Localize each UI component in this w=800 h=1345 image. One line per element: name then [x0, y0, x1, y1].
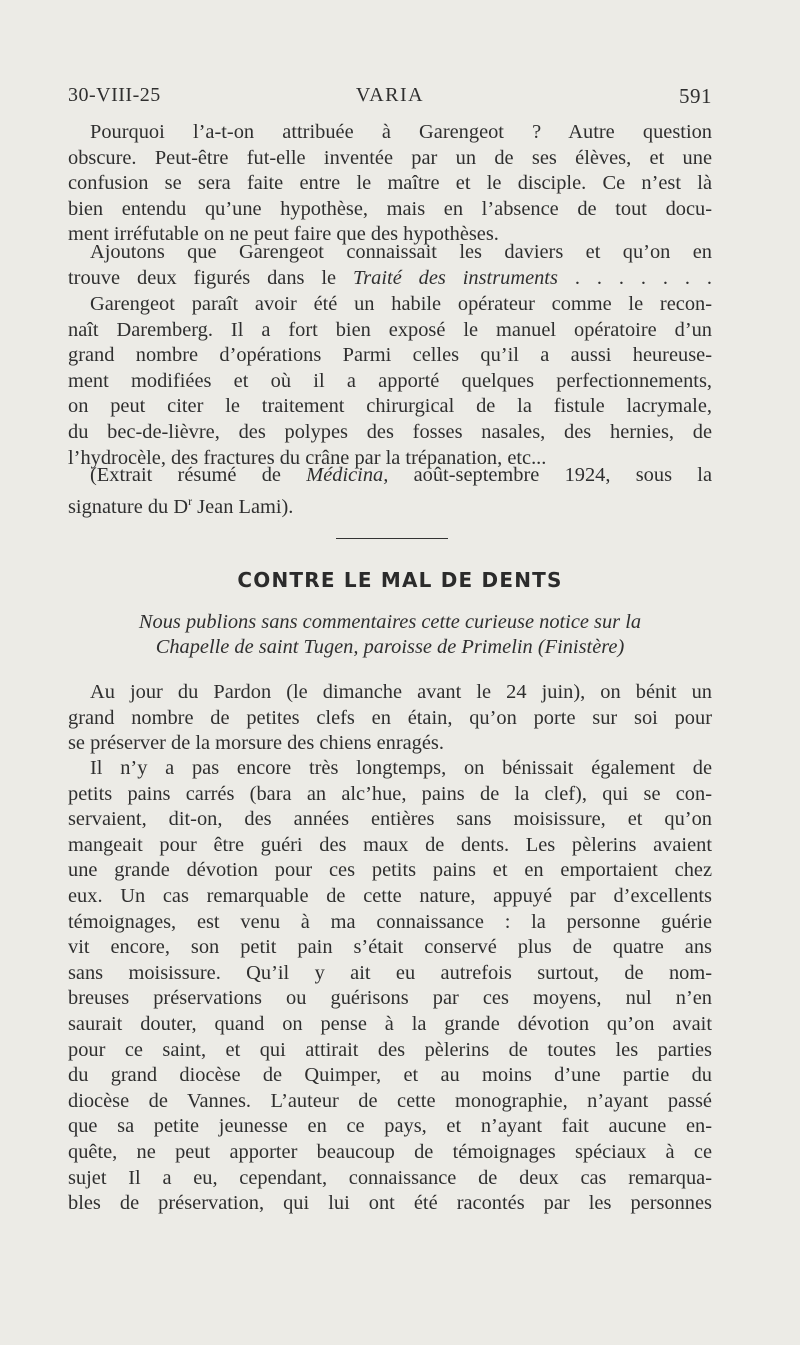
text-line: Pourquoi l’a-t-on attribuée à Garengeot ? Autre question [90, 121, 712, 143]
text-line: petits pains carrés (bara an alc’hue, pains de la clef), qui se con- [68, 782, 712, 805]
running-header [68, 84, 712, 114]
text-line: du grand diocèse de Quimper, et au moins d’une partie du [68, 1064, 712, 1087]
journal-title-italic: Médicina, [306, 464, 389, 486]
text-line: Ajoutons que Garengeot connaissait les daviers et qu’on en [90, 241, 712, 263]
paragraph-source-citation [68, 463, 712, 520]
text-line: quête, ne peut apporter beaucoup de témoignages spéciaux à ce [68, 1140, 712, 1163]
subtitle-line: Nous publions sans commentaires cette curieuse notice sur la [138, 611, 642, 633]
text-line: Au jour du Pardon (le dimanche avant le 24 juin), on bénit un [90, 681, 712, 703]
text-line: pour ce saint, et qui attirait des pèlerins de toutes les parties [68, 1038, 712, 1061]
text-line [68, 489, 712, 520]
header-section: VARIA [355, 84, 425, 106]
text-line: du bec-de-lièvre, des polypes des fosses nasales, des hernies, de [68, 420, 712, 443]
text-line: sujet Il a eu, cependant, connaissance de deux cas remarqua- [68, 1166, 712, 1189]
header-date: 30-VIII-25 [68, 84, 161, 106]
text-line: grand nombre de petites clefs en étain, qu’on porte sur soi pour [68, 706, 712, 729]
section-subtitle [68, 610, 712, 660]
paragraph-garengeot-operator [68, 292, 712, 471]
paragraph-petits-pains [68, 756, 712, 1217]
text-line: confusion se sera faite entre le maître et le disciple. Ce n’est là [68, 172, 712, 195]
superscript: r [188, 493, 193, 508]
text-line: une grande dévotion pour ces petits pains et en emportaient chez [68, 859, 712, 882]
text-line: breuses préservations ou guérisons par ces moyens, nul n’en [68, 987, 712, 1010]
paragraph-daviers [68, 240, 712, 291]
paragraph-garengeot-attribution [68, 120, 712, 248]
section-title: CONTRE LE MAL DE DENTS [237, 568, 563, 592]
text-line: l’hydrocèle, des fractures du crâne par la trépanation, etc... [68, 446, 547, 469]
text-line: témoignages, est venu à ma connaissance : la personne guérie [68, 910, 712, 933]
text-line: bien entendu qu’une hypothèse, mais en l’absence de tout docu- [68, 197, 712, 220]
text-line: obscure. Peut-être fut-elle inventée par un de ses élèves, et une [68, 146, 712, 169]
text-line: sans moisissure. Qu’il y ait eu autrefois surtout, de nom- [68, 961, 712, 984]
text-line: Il n’y a pas encore très longtemps, on bénissait également de [90, 757, 712, 779]
text-line: diocèse de Vannes. L’auteur de cette monographie, n’ayant passé [68, 1089, 712, 1112]
book-title-italic: Traité des instruments [353, 266, 558, 289]
section-divider [336, 538, 448, 539]
paragraph-pardon [68, 680, 712, 757]
text-segment: trouve deux figurés dans le [68, 266, 354, 289]
text-line: vit encore, son petit pain s’était conservé plus de quatre ans [68, 936, 712, 959]
subtitle-line: Chapelle de saint Tugen, paroisse de Primelin (Finistère) [155, 636, 625, 658]
text-line: mangeait pour être guéri des maux de dents. Les pèlerins avaient [68, 833, 712, 856]
text-line [68, 266, 712, 292]
text-line: bles de préservation, qui lui ont été racontés par les personnes [68, 1192, 712, 1215]
text-line: on peut citer le traitement chirurgical de la fistule lacrymale, [68, 395, 712, 418]
text-line: eux. Un cas remarquable de cette nature, appuyé par d’excellents [68, 884, 712, 907]
text-line [68, 463, 712, 489]
text-line: saurait douter, quand on pense à la grande dévotion qu’on avait [68, 1012, 712, 1035]
text-segment: signature du D [68, 495, 189, 518]
text-line: Garengeot paraît avoir été un habile opérateur comme le recon- [90, 293, 712, 315]
text-line: ment irréfutable on ne peut faire que des hypothèses. [68, 223, 499, 246]
text-line: naît Daremberg. Il a fort bien exposé le manuel opératoire d’un [68, 318, 712, 341]
text-line: servaient, dit-on, des années entières sans moisissure, et qu’on [68, 808, 712, 831]
text-segment: Jean Lami). [192, 495, 294, 518]
page-number: 591 [679, 84, 712, 108]
text-segment: (Extrait résumé de [90, 464, 307, 486]
text-line: grand nombre d’opérations Parmi celles qu’il a aussi heureuse- [68, 344, 712, 367]
text-segment: août-septembre 1924, sous la [388, 464, 712, 486]
text-line: se préserver de la morsure des chiens enragés. [68, 732, 444, 755]
text-line: ment modifiées et où il a apporté quelques perfectionnements, [68, 369, 712, 392]
ellipsis-dots: . . . . . . . [557, 266, 713, 289]
text-line: que sa petite jeunesse en ce pays, et n’ayant fait aucune en- [68, 1115, 712, 1138]
